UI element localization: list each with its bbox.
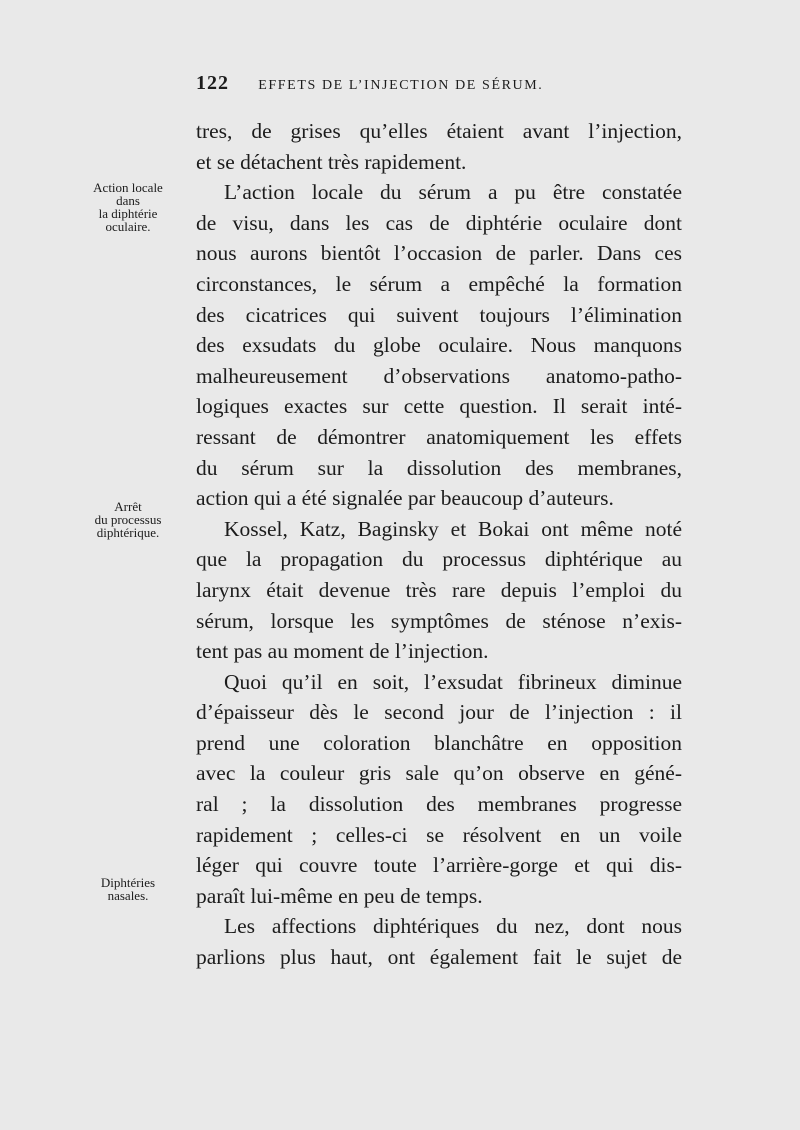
margin-note-line: Diphtéries <box>100 875 156 890</box>
margin-note-line: dans <box>116 193 140 208</box>
text-line: avec la couleur gris sale qu’on observe en géné- <box>196 761 682 786</box>
text-line: paraît lui-même en peu de temps. <box>196 883 483 908</box>
margin-note-line: oculaire. <box>105 219 151 234</box>
margin-note-diphteries-nasales <box>64 876 192 902</box>
text-line: larynx était devenue très rare depuis l’emploi du <box>196 577 682 602</box>
page-header <box>196 72 686 95</box>
text-line: malheureusement d’observations anatomo-patho- <box>196 363 682 388</box>
text-line: action qui a été signalée par beaucoup d’auteurs. <box>196 486 614 511</box>
margin-note-line: la diphtérie <box>98 206 158 221</box>
text-line: ral ; la dissolution des membranes progresse <box>196 792 682 817</box>
margin-note-arret-processus <box>64 500 192 539</box>
text-line: de visu, dans les cas de diphtérie oculaire dont <box>196 210 682 235</box>
text-line: ressant de démontrer anatomiquement les effets <box>196 424 682 449</box>
text-line: nous aurons bientôt l’occasion de parler. Dans ces <box>196 241 682 266</box>
main-text <box>196 116 682 973</box>
text-line: Kossel, Katz, Baginsky et Bokai ont même noté <box>224 516 682 541</box>
margin-note-line: Action locale <box>93 180 163 195</box>
text-line: parlions plus haut, ont également fait le sujet de <box>196 945 682 970</box>
text-line: logiques exactes sur cette question. Il serait inté- <box>196 394 682 419</box>
text-line: rapidement ; celles-ci se résolvent en un voile <box>196 822 682 847</box>
margin-note-line: Arrêt <box>114 499 142 514</box>
margin-note-line: diphtérique. <box>96 525 160 540</box>
text-line: tent pas au moment de l’injection. <box>196 639 489 664</box>
margin-note-line: nasales. <box>107 888 149 903</box>
text-line: L’action locale du sérum a pu être constatée <box>224 180 682 205</box>
text-line: léger qui couvre toute l’arrière-gorge et qui dis- <box>196 853 682 878</box>
text-line: que la propagation du processus diphtérique au <box>196 547 682 572</box>
text-line: du sérum sur la dissolution des membranes, <box>196 455 682 480</box>
text-line: circonstances, le sérum a empêché la formation <box>196 271 682 296</box>
margin-note-action-locale <box>64 181 192 233</box>
text-line: Les affections diphtériques du nez, dont nous <box>224 914 682 939</box>
text-line: Quoi qu’il en soit, l’exsudat fibrineux diminue <box>224 669 682 694</box>
running-title: EFFETS DE L’INJECTION DE SÉRUM. <box>258 78 544 93</box>
text-line: d’épaisseur dès le second jour de l’injection : il <box>196 700 682 725</box>
text-line: sérum, lorsque les symptômes de sténose n’exis- <box>196 608 682 633</box>
text-line: des cicatrices qui suivent toujours l’élimination <box>196 302 682 327</box>
margin-note-line: du processus <box>94 512 162 527</box>
text-line: prend une coloration blanchâtre en opposition <box>196 730 682 755</box>
text-line: des exsudats du globe oculaire. Nous manquons <box>196 333 682 358</box>
text-line: tres, de grises qu’elles étaient avant l’injection, <box>196 119 682 143</box>
page-number: 122 <box>196 72 229 94</box>
text-line: et se détachent très rapidement. <box>196 149 467 174</box>
